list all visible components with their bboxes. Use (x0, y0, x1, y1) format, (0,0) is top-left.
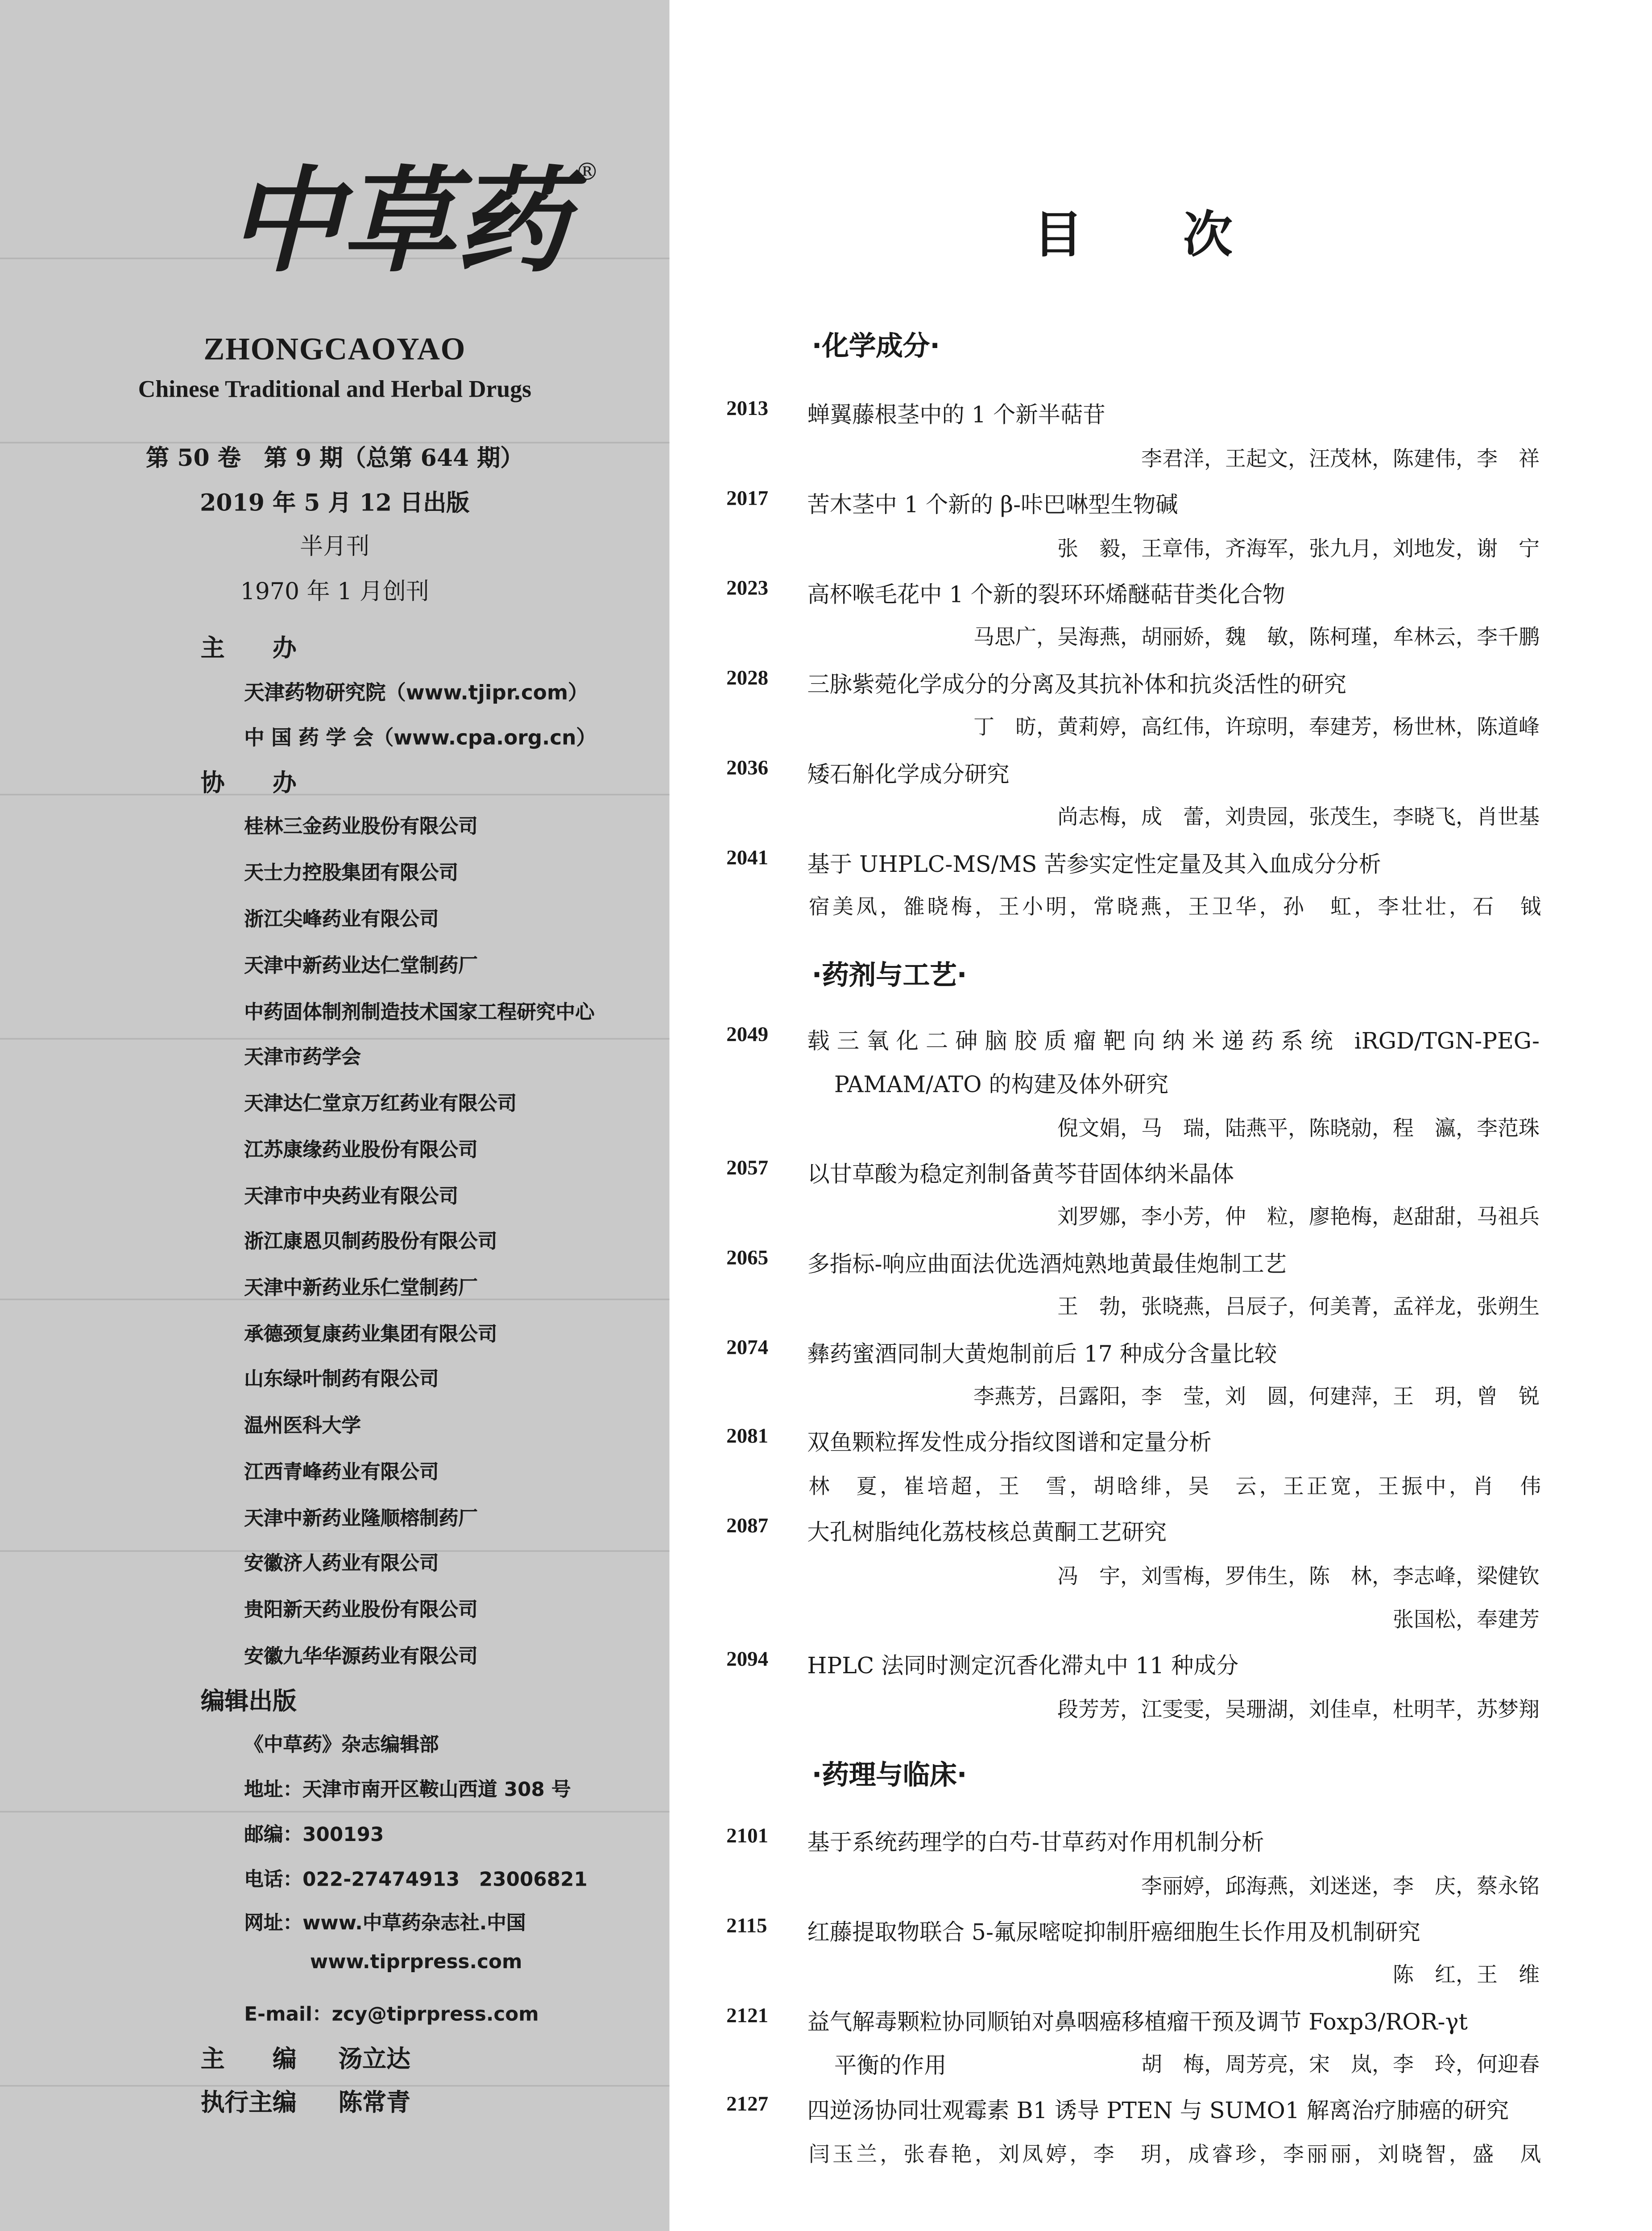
co-organizer-item: 天津市中央药业有限公司 (244, 1186, 459, 1209)
co-organizer-item: 承德颈复康药业集团有限公司 (244, 1324, 497, 1347)
email: E-mail：zcy@tiprpress.com (244, 2004, 539, 2027)
article-title: 双鱼颗粒挥发性成分指纹图谱和定量分析 (807, 1429, 1212, 1456)
divider-line (0, 794, 670, 795)
section-heading: ·药理与临床· (812, 1760, 967, 1791)
chief-editor-label: 主 编 (200, 2044, 297, 2073)
sponsor-org: 天津药物研究院（www.tjipr.com） (244, 681, 588, 706)
article-authors: 李丽婷，邱海燕，刘迷迷，李 庆，蔡永铭 (1141, 1875, 1540, 1899)
executive-editor (200, 2084, 410, 2118)
journal-name-pinyin: ZHONGCAOYAO (203, 331, 466, 367)
co-organizer-item: 天津市药学会 (244, 1047, 361, 1070)
article-title: 大孔树脂纯化荔枝核总黄酮工艺研究 (807, 1518, 1167, 1546)
article-authors: 刘罗娜，李小芳，仲 粒，廖艳梅，赵甜甜，马祖兵 (1057, 1206, 1540, 1230)
article-authors: 宿美凤，雒晓梅，王小明，常晓燕，王卫华，孙 虹，李壮壮，石 钺 (808, 896, 1541, 920)
phone: 电话：022-27474913 23006821 (244, 1869, 588, 1892)
executive-editor-name: 陈常青 (338, 2088, 410, 2117)
co-organizer-item: 浙江康恩贝制药股份有限公司 (244, 1231, 497, 1254)
page-number: 2121 (726, 2006, 769, 2028)
page-number: 2057 (726, 1157, 769, 1181)
section-heading: ·药剂与工艺· (812, 960, 967, 992)
divider-line (0, 2085, 670, 2086)
page-number: 2049 (726, 1024, 769, 1047)
page-number: 2013 (726, 398, 769, 421)
co-organizer-item: 天士力控股集团有限公司 (244, 863, 459, 885)
article-title-continued: 平衡的作用 (834, 2052, 947, 2079)
page-number: 2087 (726, 1516, 769, 1538)
page-number: 2115 (726, 1916, 767, 1938)
article-title: 益气解毒颗粒协同顺铂对鼻咽癌移植瘤干预及调节 Foxp3/ROR-γt (807, 2008, 1468, 2036)
chief-editor-name: 汤立达 (338, 2044, 410, 2073)
article-title: 红藤提取物联合 5-氟尿嘧啶抑制肝癌细胞生长作用及机制研究 (807, 1919, 1420, 1946)
postcode: 邮编：300193 (244, 1824, 384, 1847)
article-title-continued: PAMAM/ATO 的构建及体外研究 (834, 1071, 1169, 1098)
page-number: 2036 (726, 758, 769, 780)
page-number: 2017 (726, 488, 769, 511)
journal-logo (228, 144, 602, 287)
sidebar-panel (0, 0, 670, 2231)
article-title: 载三氧化二砷脑胶质瘤靶向纳米递药系统 iRGD/TGN-PEG- (807, 1027, 1540, 1055)
article-title: HPLC 法同时测定沉香化滞丸中 11 种成分 (807, 1652, 1239, 1679)
page-number: 2065 (726, 1248, 769, 1270)
page-number: 2023 (726, 578, 769, 601)
co-organizer-item: 江苏康缘药业股份有限公司 (244, 1140, 478, 1163)
contents-title-char-1: 目 (1033, 205, 1083, 264)
divider-line (0, 1038, 670, 1039)
website-alt: www.tiprpress.com (310, 1952, 522, 1974)
article-title: 彝药蜜酒同制大黄炮制前后 17 种成分含量比较 (807, 1340, 1277, 1368)
article-title: 基于系统药理学的白芍-甘草药对作用机制分析 (807, 1829, 1264, 1856)
co-organizer-item: 天津达仁堂京万红药业有限公司 (244, 1093, 517, 1116)
article-authors: 马思广，吴海燕，胡丽娇，魏 敏，陈柯瑾，牟林云，李千鹏 (973, 626, 1540, 650)
founded-date: 1970 年 1 月创刊 (240, 578, 429, 605)
article-title: 蝉翼藤根茎中的 1 个新半萜苷 (807, 401, 1105, 429)
page-number: 2074 (726, 1337, 769, 1360)
co-organizer-item: 浙江尖峰药业有限公司 (244, 909, 439, 932)
co-organizer-item: 安徽九华华源药业有限公司 (244, 1646, 478, 1669)
article-title: 高杯喉毛花中 1 个新的裂环环烯醚萜苷类化合物 (807, 581, 1285, 608)
section-heading: ·化学成分· (812, 331, 940, 363)
article-authors: 闫玉兰，张春艳，刘凤婷，李 玥，成睿珍，李丽丽，刘晓智，盛 凤 (808, 2143, 1541, 2168)
divider-line (0, 1811, 670, 1812)
logo-glyphs: 中草药 (228, 154, 569, 288)
page-number: 2094 (726, 1649, 769, 1672)
article-title: 多指标-响应曲面法优选酒炖熟地黄最佳炮制工艺 (807, 1251, 1287, 1278)
article-authors: 张 毅，王章伟，齐海军，张九月，刘地发，谢 宁 (1057, 538, 1540, 562)
article-title: 矮石斛化学成分研究 (807, 761, 1010, 788)
page-number: 2081 (726, 1426, 769, 1449)
publisher-heading: 编辑出版 (200, 1686, 297, 1715)
article-title: 三脉紫菀化学成分的分离及其抗补体和抗炎活性的研究 (807, 671, 1346, 698)
editorial-office: 《中草药》杂志编辑部 (244, 1734, 439, 1757)
article-authors: 陈 红，王 维 (1393, 1964, 1540, 1988)
contents-title (1033, 196, 1233, 267)
article-title: 以甘草酸为稳定剂制备黄芩苷固体纳米晶体 (807, 1161, 1234, 1188)
article-authors: 李君洋，王起文，汪茂林，陈建伟，李 祥 (1141, 448, 1540, 472)
article-authors: 段芳芳，江雯雯，吴珊湖，刘佳卓，杜明芊，苏梦翔 (1057, 1698, 1540, 1723)
address: 地址：天津市南开区鞍山西道 308 号 (244, 1779, 571, 1802)
co-organizer-item: 安徽济人药业有限公司 (244, 1553, 439, 1576)
article-authors: 尚志梅，成 蕾，刘贵园，张茂生，李晓飞，肖世基 (1057, 806, 1540, 830)
chief-editor (200, 2040, 410, 2074)
publish-date: 2019 年 5 月 12 日出版 (200, 488, 470, 517)
co-organizer-item: 天津中新药业乐仁堂制药厂 (244, 1277, 478, 1300)
co-organizer-heading: 协 办 (200, 768, 297, 797)
co-organizer-item: 温州医科大学 (244, 1415, 361, 1438)
article-authors: 李燕芳，吕露阳，李 莹，刘 圆，何建萍，王 玥，曾 锐 (973, 1385, 1540, 1410)
journal-name-english: Chinese Traditional and Herbal Drugs (138, 377, 532, 403)
co-organizer-item: 山东绿叶制药有限公司 (244, 1369, 439, 1392)
page-number: 2028 (726, 668, 769, 691)
contents-title-char-2: 次 (1183, 205, 1233, 264)
frequency: 半月刊 (300, 533, 370, 560)
article-authors: 倪文娟，马 瑞，陆燕平，陈晓勍，程 瀛，李范珠 (1057, 1117, 1540, 1142)
article-authors: 冯 宇，刘雪梅，罗伟生，陈 林，李志峰，梁健钦 (1057, 1565, 1540, 1589)
article-authors-continued: 张国松，奉建芳 (1393, 1609, 1540, 1633)
co-organizer-item: 江西青峰药业有限公司 (244, 1462, 439, 1485)
co-organizer-item: 中药固体制剂制造技术国家工程研究中心 (244, 1002, 595, 1025)
sponsor-heading: 主 办 (200, 634, 297, 662)
article-authors: 林 夏，崔培超，王 雪，胡晗绯，吴 云，王正宽，王振中，肖 伟 (808, 1475, 1541, 1500)
article-authors: 王 勃，张晓燕，吕辰子，何美菁，孟祥龙，张朔生 (1057, 1295, 1540, 1320)
co-organizer-item: 桂林三金药业股份有限公司 (244, 816, 478, 839)
registered-mark: ® (575, 157, 599, 186)
article-title: 基于 UHPLC-MS/MS 苦参实定性定量及其入血成分分析 (807, 850, 1381, 878)
article-authors: 胡 梅，周芳亮，宋 岚，李 玲，何迎春 (1141, 2053, 1540, 2078)
co-organizer-item: 贵阳新天药业股份有限公司 (244, 1600, 478, 1622)
co-organizer-item: 天津中新药业达仁堂制药厂 (244, 955, 478, 979)
page-number: 2127 (726, 2094, 769, 2117)
volume-issue: 第 50 卷 第 9 期（总第 644 期） (146, 443, 524, 472)
article-title: 四逆汤协同壮观霉素 B1 诱导 PTEN 与 SUMO1 解离治疗肺癌的研究 (807, 2097, 1509, 2124)
article-authors: 丁 昉，黄莉婷，高红伟，许琼明，奉建芳，杨世林，陈道峰 (973, 716, 1540, 740)
executive-editor-label: 执行主编 (200, 2088, 297, 2117)
website: 网址：www.中草药杂志社.中国 (244, 1912, 526, 1936)
page-number: 2101 (726, 1826, 769, 1849)
article-title: 苦木茎中 1 个新的 β-咔巴啉型生物碱 (807, 491, 1178, 518)
page-number: 2041 (726, 848, 769, 871)
co-organizer-item: 天津中新药业隆顺榕制药厂 (244, 1508, 478, 1531)
sponsor-org: 中 国 药 学 会（www.cpa.org.cn） (244, 726, 596, 751)
